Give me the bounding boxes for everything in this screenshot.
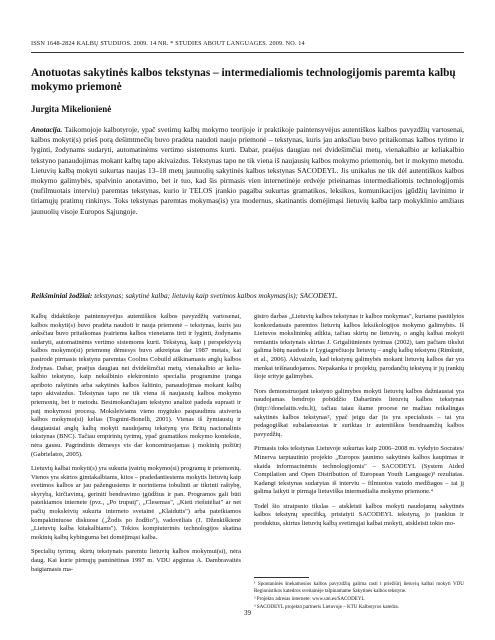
abstract bbox=[31, 125, 464, 217]
paragraph: Lietuvių kalbai mokyti(s) yra sukurta įvairių mokymo(si) programų ir priemonių. Vienos yra skirtos gimtakalbiams, kitos – pradedantiesiems mokytis lietuvių kaip svetimos kalbos ar jau pažengusiems ir norintiems tobulinti ar tikrinti raštybę, skyrybą, kirčiavimą, geriniti bendravimo įgūdžius ir pan. Programos gali būti pateikiamos internete (pvz., „Po truputį", „Clesemas", „Kieti riešutėliai" ar net pačių moksleivių sukurta interneto svetainė „Klaidutis") arba pateikiamos kompaktiniuose diskuose („Žodis po žodžio"), vadovėliais (J. Dženkiškienė „Lietuvių kalba kitakalbiams"). Tokios kompiuterinės technologijos skatina mokinių kalbų kybinguma bei domėjimąsi kalba. bbox=[31, 465, 241, 541]
paragraph: Todėl šio straipsnio tikslas – atskleisti kalbos mokyti naudojamų sakytinės kalbos tekstynų specifiką, pristatyti SACODEYL tekstyną, jo įrankius ir produktus, skirtus lietuvių kalbą svetimąjai kalbai mokyti, atskleisti tokio mo- bbox=[254, 502, 464, 528]
footnote: ² Projekto adresas internete: www.um.es/SACODEYL bbox=[254, 595, 365, 602]
keywords bbox=[31, 291, 464, 301]
footnotes bbox=[254, 577, 464, 612]
keywords-text: tekstynas; sakytinė kalba; lietuvių kaip svetimos kalbos mokymas(is); SACODEYL. bbox=[92, 291, 338, 300]
keywords-label: Reikšminiai žodžiai: bbox=[31, 291, 93, 300]
paragraph: Nors demonstruojant tekstyno galimybes mokyti lietuvių kalbos dažniausiai yra naudojamas bendrojo pobūdžio Dabartinės lietuvių kalbos tekstynas (http://donelaitis.vdu.lt), tačiau taiau šiame procese ne mažiau reikalingas sakytinės kalbos tekstynas², ypač jeigu dar jis yra specialusis – tai yra pedagogiškai subalansuotas ir suriktas ir autentiškos bendraamžių kalbos pavyzdžių. bbox=[254, 387, 464, 438]
article-title: Anotuotas sakytinės kalbos tekstynas – intermedialiomis technologijomis paremta kalbų mokymo priemonė bbox=[31, 67, 456, 93]
paragraph: Kalbų didaktikoje paintensyvėjus autentiškos kalbos pavyzdžių vartosenai, kalbos mokyti(s) buvo pradėta naudoti ir nauja priemonė – tekstynas, kuris jau anksčiau buvo pritaikomas įvairiems kalbos vienetams tirti ir lyginti, žodynams sudaryti, automatinėms vertimo sistemoms kurti. Tekstyną, kaip į perspektyvią kalbos mokymo(si) priemonę dėmesys buvo atkreiptas dar 1987 metais, kai pasirodė pirmasis tekstynu paremtas Coolins Cobuild aiškinamasis anglų kalbos žodynas. Dabar, praėjus daugiau nei dvidešimčiai metų, vienakalbio ar keliakalbio tekstyno, kaip nekalbinio elektroninio specialia programine įranga apriboto rašytinės arba sakytinės kalbos šaltinio, panaudojimas mokant kalbų tapo akivaizdus. Tekstynas tapo ne tik viena iš naujausių kalbos mokymo priemonių, bet ir metodu. Besimokančiajam tekstyno analizė padeda suprasti ir patį mokymosi procesą. Moksleiviams vieno mygtuko paspaudimu atsiveria kalbos mokymo(si) kelias (Tognini-Bonelli, 2001). Vienas iš žymiausių ir daugiausiai anglų kalbą mokyti naudojamų tekstynų yra Britų nacionalinis tekstynas (BNC). Tačiau empirinių tyrimų, ypač gramatikos mokymo kontekste, nėra gausu. Pagrindinis dėmesys vis dar koncentruojamas į mokinių požiūrį (Gabrielatos, 2005). bbox=[31, 313, 241, 458]
footnote: ³ SACODEYL projekto partneris Lietuvoje – KTU Kalbotyros katedra. bbox=[254, 603, 399, 610]
paragraph: Pirmasis toks tekstynas Lietuvoje sukurtas kaip 2006–2008 m. vykdyto Socrates/ Minerva tarptautinio projekto „Europos jaunimo sakytinės kalbos kaupimas ir skaida informacinėmis technologijomis" – SACODEYL (System Aided Compilation and Open Distribution of European Youth Language)³ rezultatas. Kadangi tekstynas sudarytas iš interviu – filmuotos vaizdo medžiagos – tai jį galima laikyti ir pirmąja lietuviška intermedialia mokymo priemone.⁴ bbox=[254, 445, 464, 496]
paragraph: gistro darbas „Lietuvių kalbos tekstynas ir kalbos mokymas", kuriame pasiūlytos konkordansais paremtos lietuvių kalbos leksikologijos mokymo galimybės. Iš Lietuvos mokslininkų atlikta, tačiau skirtų ne lietuvių, o anglų kalbai mokyti remiantis tekstynais skirtas J. Grigaliūnienės tyrimas (2002), tam pačiam tikslui galima būtų naudotis ir Lygiagrečiuoju lietuvių – anglų kalbų tekstynu (Rimkutė, et al., 2006). Akivaizdu, kad tekstynų galimybės mokant lietuvių kalbos dar yra menkai teišnaudojamos. Nepakanka ir projektų, parodančių tekstynų ir jų įrankių šioje srityje galimybes. bbox=[254, 313, 464, 381]
right-column bbox=[254, 313, 464, 535]
running-header: ISSN 1648-2824 KALBŲ STUDIJOS. 2009. 14 NR. * STUDIES ABOUT LANGUAGES. 2009. NO. 14 bbox=[31, 40, 305, 47]
footnote-rule bbox=[254, 577, 309, 578]
footnote: ¹ Spontaninės šnekamosios kalbos pavyzdžių galima rasti t priežiūrį lietuvių kalbai mokyti VDU Regionistikos katedros sveitainėje talpinamame Sakytinės kalbos tekstyne. bbox=[254, 581, 464, 594]
left-column bbox=[31, 313, 241, 580]
page-number: 39 bbox=[244, 609, 251, 617]
header-rule bbox=[31, 52, 464, 53]
abstract-label: Anotacija. bbox=[31, 125, 63, 134]
journal-page bbox=[31, 0, 464, 640]
abstract-text: Taikomojoje kalbotyroje, ypač svetimų kalbų mokymo teorijoje ir praktikoje paintensyvėjus autentiškos kalbos pavyzdžių vartosenai, kalbos mokyti(s) prieš porą dešimtmečių buvo pradėta naudoti naujo priemonė – tekstynas, kuris jau anksčiau buvo pritaikomas kalbos tyrimo ir lyginti, žodynams sudaryti, automatinėms vertimo sistemoms kurti. Dabar, praėjus daugiau nei dvidešimčiai metų, vienakalbio ar keliakalbio tekstyno panaudojimas mokant kalbų tapo akivaizdus. Tekstynas tapo ne tik viena iš naujausių kalbos mokymo priemonių, bet ir mokymo metodu. Lietuvių kalbą mokyti sukurtas naujas 13–18 metų jaunuolių sakytinės kalbos tekstynas SACODEYL. Jis unikalus ne tik dėl autentiškos kalbos mokymo galimybės, spalvinio anotavimo, bet ir tuo, kad šis pirmasis vien internetinėje erdvėje prieinamas intermedialiomis technologijomis (nufilmuotais interviu) paremtas tekstynas, kurio ir TELOS įrankio pagalba sukurtas gramatikos, leksikos, komunikacijos įgūdžių lavinimo ir tiriamųjų pratimų rinkinys. Toks tekstynas paremtas mokymas(is) yra modernus, skatinantis domėjimąsi lietuvių kalba tarp mokyklinio amžiaus jaunuolių visoje Europos Sąjungoje. bbox=[31, 125, 464, 216]
paragraph: Specialių tyrimų, skirtų tekstynais paremtu lietuvių kalbos mokymui(si), nėra daug. Kai kurie pirmųjų paminėtinas 1997 m. VDU apgintas A. Dambravaitės baigiamasis ma- bbox=[31, 548, 241, 573]
author-name: Jurgita Mikelionienė bbox=[31, 104, 112, 114]
